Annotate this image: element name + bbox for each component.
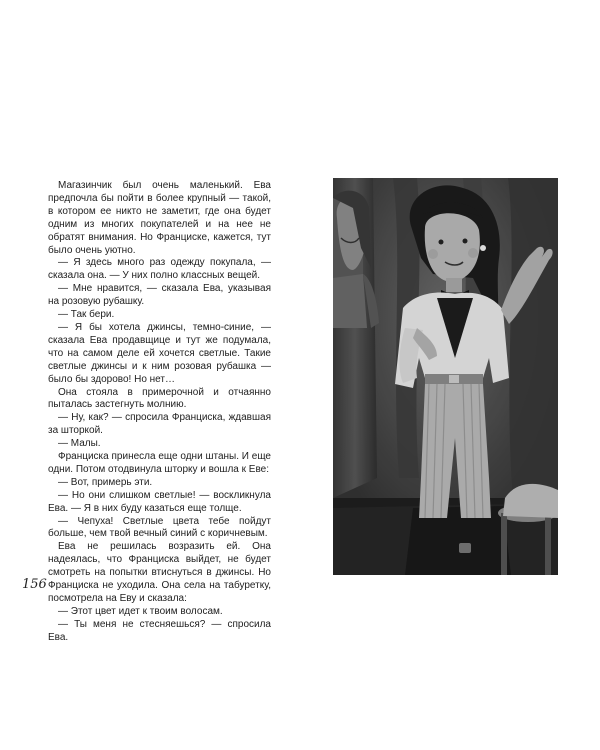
illustration [333, 178, 558, 575]
paragraph: — Я здесь много раз одежду покупала, — сказала она. — У них полно классных вещей. [48, 257, 271, 282]
paragraph: — Вот, примерь эти. [58, 476, 153, 488]
paragraph: — Так бери. [58, 309, 115, 321]
paragraph: — Мне нравится, — сказала Ева, указывая на розовую рубашку. [48, 283, 271, 308]
page-number: 156 [22, 577, 47, 592]
body-text [48, 180, 271, 645]
paragraph: Ева не решилась возразить ей. Она надеялась, что Франциска выйдет, не будет смотреть на попытки втиснуться в джинсы. Но Франциска не уходила. Она села на табуретку, посмотрела на Еву и сказала: [48, 541, 271, 604]
paragraph: — Но они слишком светлые! — воскликнула Ева. — Я в них буду казаться еще толще. [48, 489, 271, 514]
fitting-room-illustration [333, 178, 558, 575]
paragraph: — Малы. [58, 438, 101, 450]
paragraph: Она стояла в примерочной и отчаянно пыталась застегнуть молнию. [48, 386, 271, 411]
paragraph: Франциска принесла еще одни штаны. И еще одни. Потом отодвинула шторку и вошла к Еве: [48, 451, 271, 475]
paragraph: — Я бы хотела джинсы, темно-синие, — сказала Ева продавщице и тут же подумала, что на самом деле ей хочется светлые. Такие светлые джинсы и к ним розовая рубашка — было бы здорово! Но нет… [48, 321, 271, 385]
paragraph: — Ты меня не стесняешься? — спросила Ева. [48, 618, 271, 643]
paragraph: — Этот цвет идет к твоим волосам. [58, 605, 223, 617]
paragraph: Магазинчик был очень маленький. Ева предпочла бы пойти в более крупный — такой, в котором ее никто не заметит, где она будет одним из многих покупателей и на нее не обратят внимания. Но Франциске, кажется, тут было очень уютно. [48, 180, 271, 256]
paragraph: — Ну, как? — спросила Франциска, ждавшая за шторкой. [48, 412, 271, 437]
paragraph: — Чепуха! Светлые цвета тебе пойдут больше, чем твой вечный синий с коричневым. [48, 515, 271, 540]
